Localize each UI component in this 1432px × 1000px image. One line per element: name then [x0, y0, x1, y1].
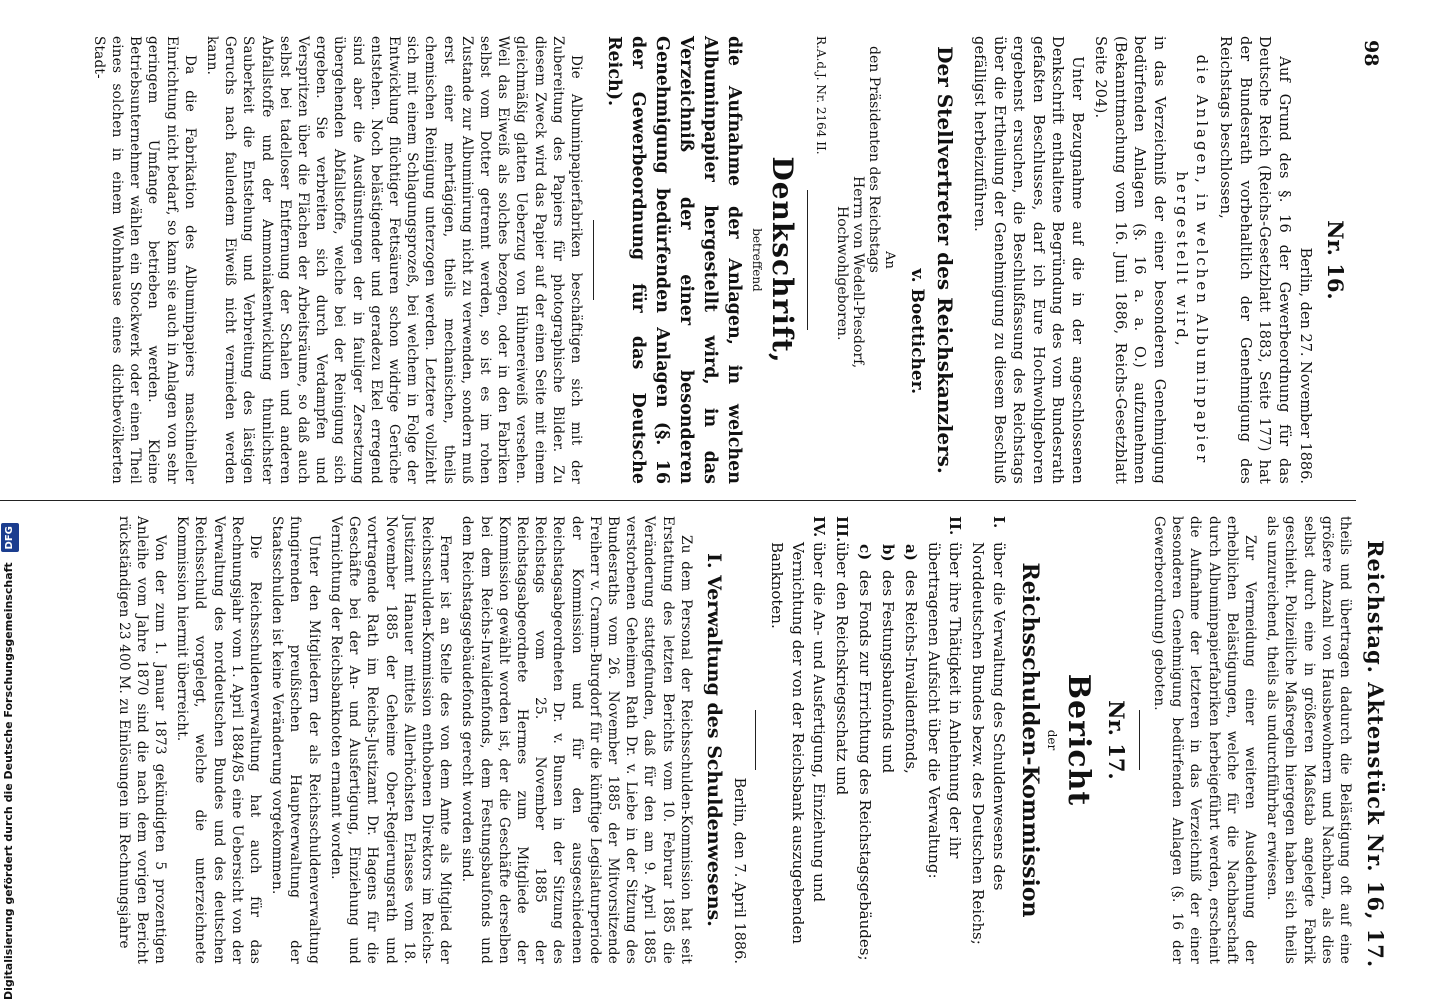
list-item [831, 516, 852, 964]
list-item [923, 516, 965, 964]
paragraph: Da die Fabrikation des Albuminpapiers maschineller Einrichtung nicht bedarf, so kann sie auch in Anlagen von sehr geringem Umfange betrieben werden. Kleine Betriebsunternehmer wählen ein Stockwerk oder einen Theil eines solchen in einem Wohnhause eines dichtbevölkerten Stadt- [90, 36, 198, 484]
list-item [766, 516, 829, 964]
paragraph: Unter Bezugnahme auf die in der angeschlossenen Denkschrift enthaltene Begründung des vom Bundesrath gefaßten Beschlusses, darf ich Eure Hochwohlgeboren ergebenst ersuchen, die Beschlußfassung des Reichstags über die Ertheilung der Genehmigung zu diesem Beschluß gefälligst herbeizuführen. [971, 36, 1085, 484]
list-item [877, 544, 898, 964]
section-rule [1139, 710, 1140, 770]
section-rule [807, 190, 808, 330]
memo-subject: die Aufnahme der Anlagen, in welchen Albuminpapier hergestellt wird, in das Verzeichniß der einer besonderen Genehmigung bedürfenden Anlagen (§. 16 der Gewerbeordnung für das Deutsche Reich). [604, 36, 744, 484]
list-marker: II. [945, 516, 964, 536]
report-contents [766, 516, 1009, 964]
right-column [110, 516, 1354, 964]
paragraph: Die Reichsschuldenverwaltung hat auch für das Rechnungsjahr vom 1. April 1884/85 eine Uebersicht von der Verwaltung des norddeutschen Bundes und des deutschen Reichsschuld vorgelegt, welche die unterzeichnete Kommission hiermit überreicht. [174, 516, 264, 964]
section-rule [593, 220, 594, 300]
resolution-text: die Anlagen, in welchen Albuminpapier hergestellt wird, [1173, 54, 1211, 466]
page-number: 98 [1360, 40, 1382, 67]
list-marker: b) [878, 544, 897, 562]
list-text: des Festungsbaufonds und [878, 570, 897, 774]
list-marker: c) [855, 544, 874, 561]
list-marker: III. [832, 516, 851, 543]
column-divider [0, 500, 1356, 501]
list-item [854, 544, 875, 964]
dfg-logo: DFG [1, 523, 19, 552]
list-text: über den Reichskriegsschatz und [832, 542, 851, 796]
paragraph: Unter den Mitgliedern der als Reichsschuldenverwaltung fungirenden preußischen Hauptverwaltung der Staatsschulden ist keine Veränderung vorgekommen. [269, 516, 322, 964]
addressee-line-3: Hochwohlgeboren. [834, 206, 850, 341]
dateline-17: Berlin, den 7. April 1886. [730, 777, 747, 964]
paragraph: Zur Vermeidung einer weiteren Ausdehnung der erheblichen Belästigungen, welche für die Nachbarschaft durch Albuminpapierfabriken herbeigeführt werden, erscheint die Aufnahme der letzteren in das Verzeichniß der einer besonderen Genehmigung bedürfenden Anlagen (§. 16 der Gewerbeordnung) geboten. [1150, 516, 1258, 964]
list-text: über die Verwaltung des Schuldenwesens des Norddeutschen Bundes bezw. des Deutschen Reichs; [968, 542, 1008, 945]
list-text: über die An- und Ausfertigung, Einziehung und Vernichtung der von der Reichsbank auszugebenden Banknoten. [767, 542, 828, 944]
memo-title: Denkschrift, [766, 156, 799, 364]
addressee-line-2: Herrn von Wedell-Piesdorf, [850, 176, 866, 369]
report-title: Bericht [1060, 673, 1096, 807]
paragraph: Von der zum 1. Januar 1873 gekündigten 5 prozentigen Anleihe vom Jahre 1870 sind die nach dem vorigen Bericht rückständigen 23 400 M. zu Einlösungen im Rechnungsjahre [115, 516, 169, 964]
section-title: I. Verwaltung des Schuldenwesens. [702, 553, 725, 927]
document-number-16: Nr. 16. [1323, 220, 1348, 300]
list-text: des Fonds zur Errichtung des Reichstagsgebäudes; [855, 570, 874, 961]
list-marker: I. [989, 516, 1008, 529]
addressee-an: An [882, 251, 897, 269]
paragraph: Die Albuminpapierfabriken beschäftigen sich mit der Zubereitung des Papiers für photographische Bilder. Zu diesem Zweck wird das Papier auf der einen Seite mit einem gleichmäßig glatten Ueberzug von Hühnereiweiß versehen. Weil das Eiweiß als solches bezogen, oder in den Fabriken selbst vom Dotter getrennt werden, so ist es im rohen Zustande zur Albuminirung nicht zu verwenden, sondern muß erst einer mehrtägigen, theils mechanischen, theils chemischen Reinigung unterzogen werden. Letztere vollzieht sich mit einem Schlagungsprozeß, bei welchem in Folge der Entwicklung flüchtiger Fettsäuren schon widrige Gerüche entstehen. Noch belästigender und geradezu Ekel erregend sind aber die Ausdünstungen der in fauliger Zersetzung übergehenden Abfallstoffe, welche bei der Reinigung sich ergeben. Sie verbreiten sich durch Verdampfen und Verspritzen über die Flächen der Arbeitsräume, so daß auch selbst bei tadelloser Entfernung der Schalen und anderen Abfallstoffe und der Ammoniakentwicklung thunlichster Sauberkeit die Entstehung und Verbreitung des lästigen Geruchs nach faulendem Eiweiß nicht vermieden werden kann. [203, 36, 584, 484]
dateline-16: Berlin, den 27. November 1886. [1297, 247, 1313, 484]
credit-text: Digitalisierung gefördert durch die Deutsche Forschungsgemeinschaft [2, 562, 15, 1000]
list-text: über ihre Thätigkeit in Anlehnung der ihr übertragenen Aufsicht über die Verwaltung: [924, 542, 964, 879]
memo-betreffend: betreffend [750, 228, 764, 292]
left-column [86, 36, 1354, 484]
list-text: des Reichs-Invalidenfonds, [901, 570, 920, 774]
report-der: der [1044, 729, 1059, 751]
sublist [854, 544, 921, 964]
report-commission: Reichsschulden-Kommission [1016, 562, 1043, 918]
section-rule [755, 710, 756, 770]
document-number-17: Nr. 17. [1103, 700, 1129, 780]
file-reference: R.A.d.J. Nr. 2164 II. [814, 36, 828, 155]
paragraph: in das Verzeichniß der einer besonderen Genehmigung bedürfenden Anlagen (§. 16 a. a. O.) aufzunehmen (Bekanntmachung vom 16. Juni 1886, Reichs-Gesetzblatt Seite 204). [1092, 36, 1167, 484]
digitization-credit [0, 0, 20, 1000]
addressee-line-1: den Präsidenten des Reichstags [866, 46, 882, 273]
running-title: Reichstag. Aktenstück Nr. 16, 17. [1363, 540, 1388, 969]
paragraph: Auf Grund des §. 16 der Gewerbeordnung für das Deutsche Reich (Reichs-Gesetzblatt 1883, Seite 177) hat der Bundesrath vorbehaltlich der Genehmigung des Reichstags beschlossen, [1217, 36, 1292, 484]
list-marker: a) [901, 544, 920, 561]
signature-name: v. Boetticher. [907, 268, 927, 394]
list-item [967, 516, 1009, 964]
paragraph: Zu dem Personal der Reichsschulden-Kommission hat seit Erstattung des letzten Berichts vom 10. Februar 1885 die Veränderung stattgefunden, daß für den am 9. April 1885 verstorbenen Geheimen Rath Dr. v. Liebe in der Sitzung des Bundesraths vom 26. November 1885 der Mitvorsitzende Freiherr v. Cramm-Burgdorf für die künftige Legislaturperiode der Kommission und für den ausgeschiedenen Reichstagsabgeordneten Dr. v. Bunsen in der Sitzung des Reichstags vom 25. November 1885 der Reichstagsabgeordnete Hermes zum Mitgliede der Kommission gewählt worden ist, der die Geschäfte derselben bei dem Reichs-Invalidenfonds, dem Festungsbaufonds und dem Reichstagsgebäudefonds gerecht worden sind. [459, 516, 694, 964]
paragraph: Ferner ist an Stelle des von dem Amte als Mitglied der Reichsschulden-Kommission enthobenen Direktors im Reichs-Justizamt Hanauer mittels Allerhöchsten Erlasses vom 18. November 1885 der Geheime Ober-Regierungsrath und vortragende Rath im Reichs-Justizamt Dr. Hagens für die Geschäfte bei der An- und Ausfertigung, Einziehung und Vernichtung der Reichsbanknoten ernannt worden. [327, 516, 454, 964]
signature-title: Der Stellvertreter des Reichskanzlers. [933, 46, 957, 474]
paragraph: theils und übertragen dadurch die Belästigung oft auf eine größere Anzahl von Hausbewohnern und Nachbarn, als dies selbst durch eine in größeren Maßstab angelegte Fabrik geschieht. Polizeiliche Maßregeln hiergegen haben sich theils als unzureichend, theils als undurchführbar erwiesen. [1264, 516, 1353, 964]
list-marker: IV. [809, 516, 828, 538]
list-item [900, 544, 921, 964]
